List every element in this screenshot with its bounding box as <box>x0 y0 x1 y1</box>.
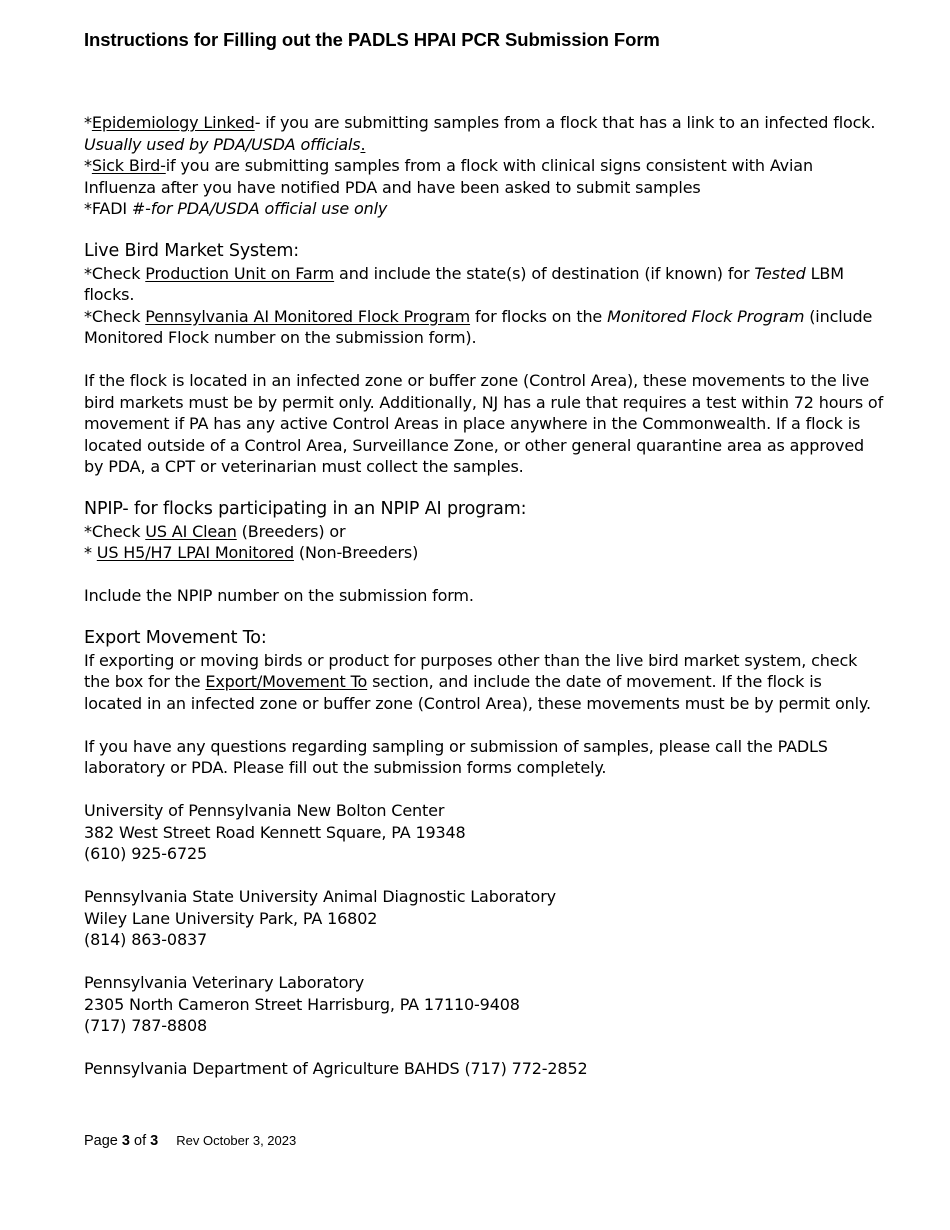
export-movement-heading: Export Movement To: <box>84 628 267 648</box>
sick-bird-item: *Sick Bird-if you are submitting samples from a flock with clinical signs consistent with Avian Influenza after you have notified PDA and have been asked to submit samples <box>84 156 813 197</box>
export-movement-paragraph: If exporting or moving birds or product for purposes other than the live bird market system, check the box for the Export/Movement To section, and include the date of movement. If the flock is located in an infected zone or buffer zone (Control Area), these movements must be by permit only. <box>84 650 871 713</box>
document-title: Instructions for Filling out the PADLS HPAI PCR Submission Form <box>84 29 660 50</box>
contact-phone: (814) 863-0837 <box>84 930 208 949</box>
contact-penn-state-adl <box>84 886 884 951</box>
us-ai-clean-item: *Check US AI Clean (Breeders) or <box>84 521 346 541</box>
contact-address: 2305 North Cameron Street Harrisburg, PA 17110-9408 <box>84 994 520 1014</box>
monitored-flock-item: *Check Pennsylvania AI Monitored Flock Program for flocks on the Monitored Flock Program (include Monitored Flock number on the submission form). <box>84 306 873 347</box>
document-body <box>84 112 884 1080</box>
monitored-flock-label: Pennsylvania AI Monitored Flock Program <box>145 306 471 326</box>
us-h5h7-item: * US H5/H7 LPAI Monitored (Non-Breeders) <box>84 543 419 562</box>
live-bird-market-heading: Live Bird Market System: <box>84 241 299 261</box>
us-ai-clean-label: US AI Clean <box>145 521 237 541</box>
production-unit-item: *Check Production Unit on Farm and include the state(s) of destination (if known) for Tested LBM flocks. <box>84 263 844 304</box>
control-area-paragraph: If the flock is located in an infected zone or buffer zone (Control Area), these movements to the live bird markets must be by permit only. Additionally, NJ has a rule that requires a test within 72 hours of movement if PA has any active Control Areas in place anywhere in the Commonwealth. If a flock is located outside of a Control Area, Surveillance Zone, or other general quarantine area as approved by PDA, a CPT or veterinarian must collect the samples. <box>84 371 884 476</box>
page-number: Page 3 of 3 <box>84 1133 159 1149</box>
epidemiology-linked-note: Usually used by PDA/USDA officials <box>84 134 361 154</box>
contact-name: University of Pennsylvania New Bolton Center <box>84 801 445 820</box>
epidemiology-linked-label: Epidemiology Linked <box>91 113 255 132</box>
epidemiology-linked-item: *Epidemiology Linked- if you are submitting samples from a flock that has a link to an infected flock. Usually used by PDA/USDA officials. <box>84 113 876 154</box>
contact-name: Pennsylvania State University Animal Diagnostic Laboratory <box>84 887 556 906</box>
contact-penn-new-bolton <box>84 800 884 865</box>
contact-address: 382 West Street Road Kennett Square, PA 19348 <box>84 822 466 842</box>
revision-date: Rev October 3, 2023 <box>176 1133 297 1148</box>
contact-phone: (717) 787-8808 <box>84 1016 208 1035</box>
contact-phone: (610) 925-6725 <box>84 844 208 863</box>
npip-number-note: Include the NPIP number on the submission form. <box>84 586 474 605</box>
npip-heading: NPIP- for flocks participating in an NPIP AI program: <box>84 499 527 519</box>
contact-pa-veterinary-lab <box>84 972 884 1037</box>
fadi-item: *FADI #-for PDA/USDA official use only <box>84 199 388 218</box>
production-unit-label: Production Unit on Farm <box>145 263 335 283</box>
questions-paragraph: If you have any questions regarding sampling or submission of samples, please call the PADLS laboratory or PDA. Please fill out the submission forms completely. <box>84 736 828 777</box>
contact-name: Pennsylvania Veterinary Laboratory <box>84 973 365 992</box>
page-footer <box>84 1133 296 1149</box>
fadi-note: for PDA/USDA official use only <box>150 199 388 218</box>
contact-pda-bahds: Pennsylvania Department of Agriculture BAHDS (717) 772-2852 <box>84 1059 588 1078</box>
us-h5h7-label: US H5/H7 LPAI Monitored <box>96 543 294 562</box>
export-movement-label: Export/Movement To <box>205 672 368 691</box>
contact-address: Wiley Lane University Park, PA 16802 <box>84 908 378 928</box>
sick-bird-label: Sick Bird- <box>91 156 166 175</box>
